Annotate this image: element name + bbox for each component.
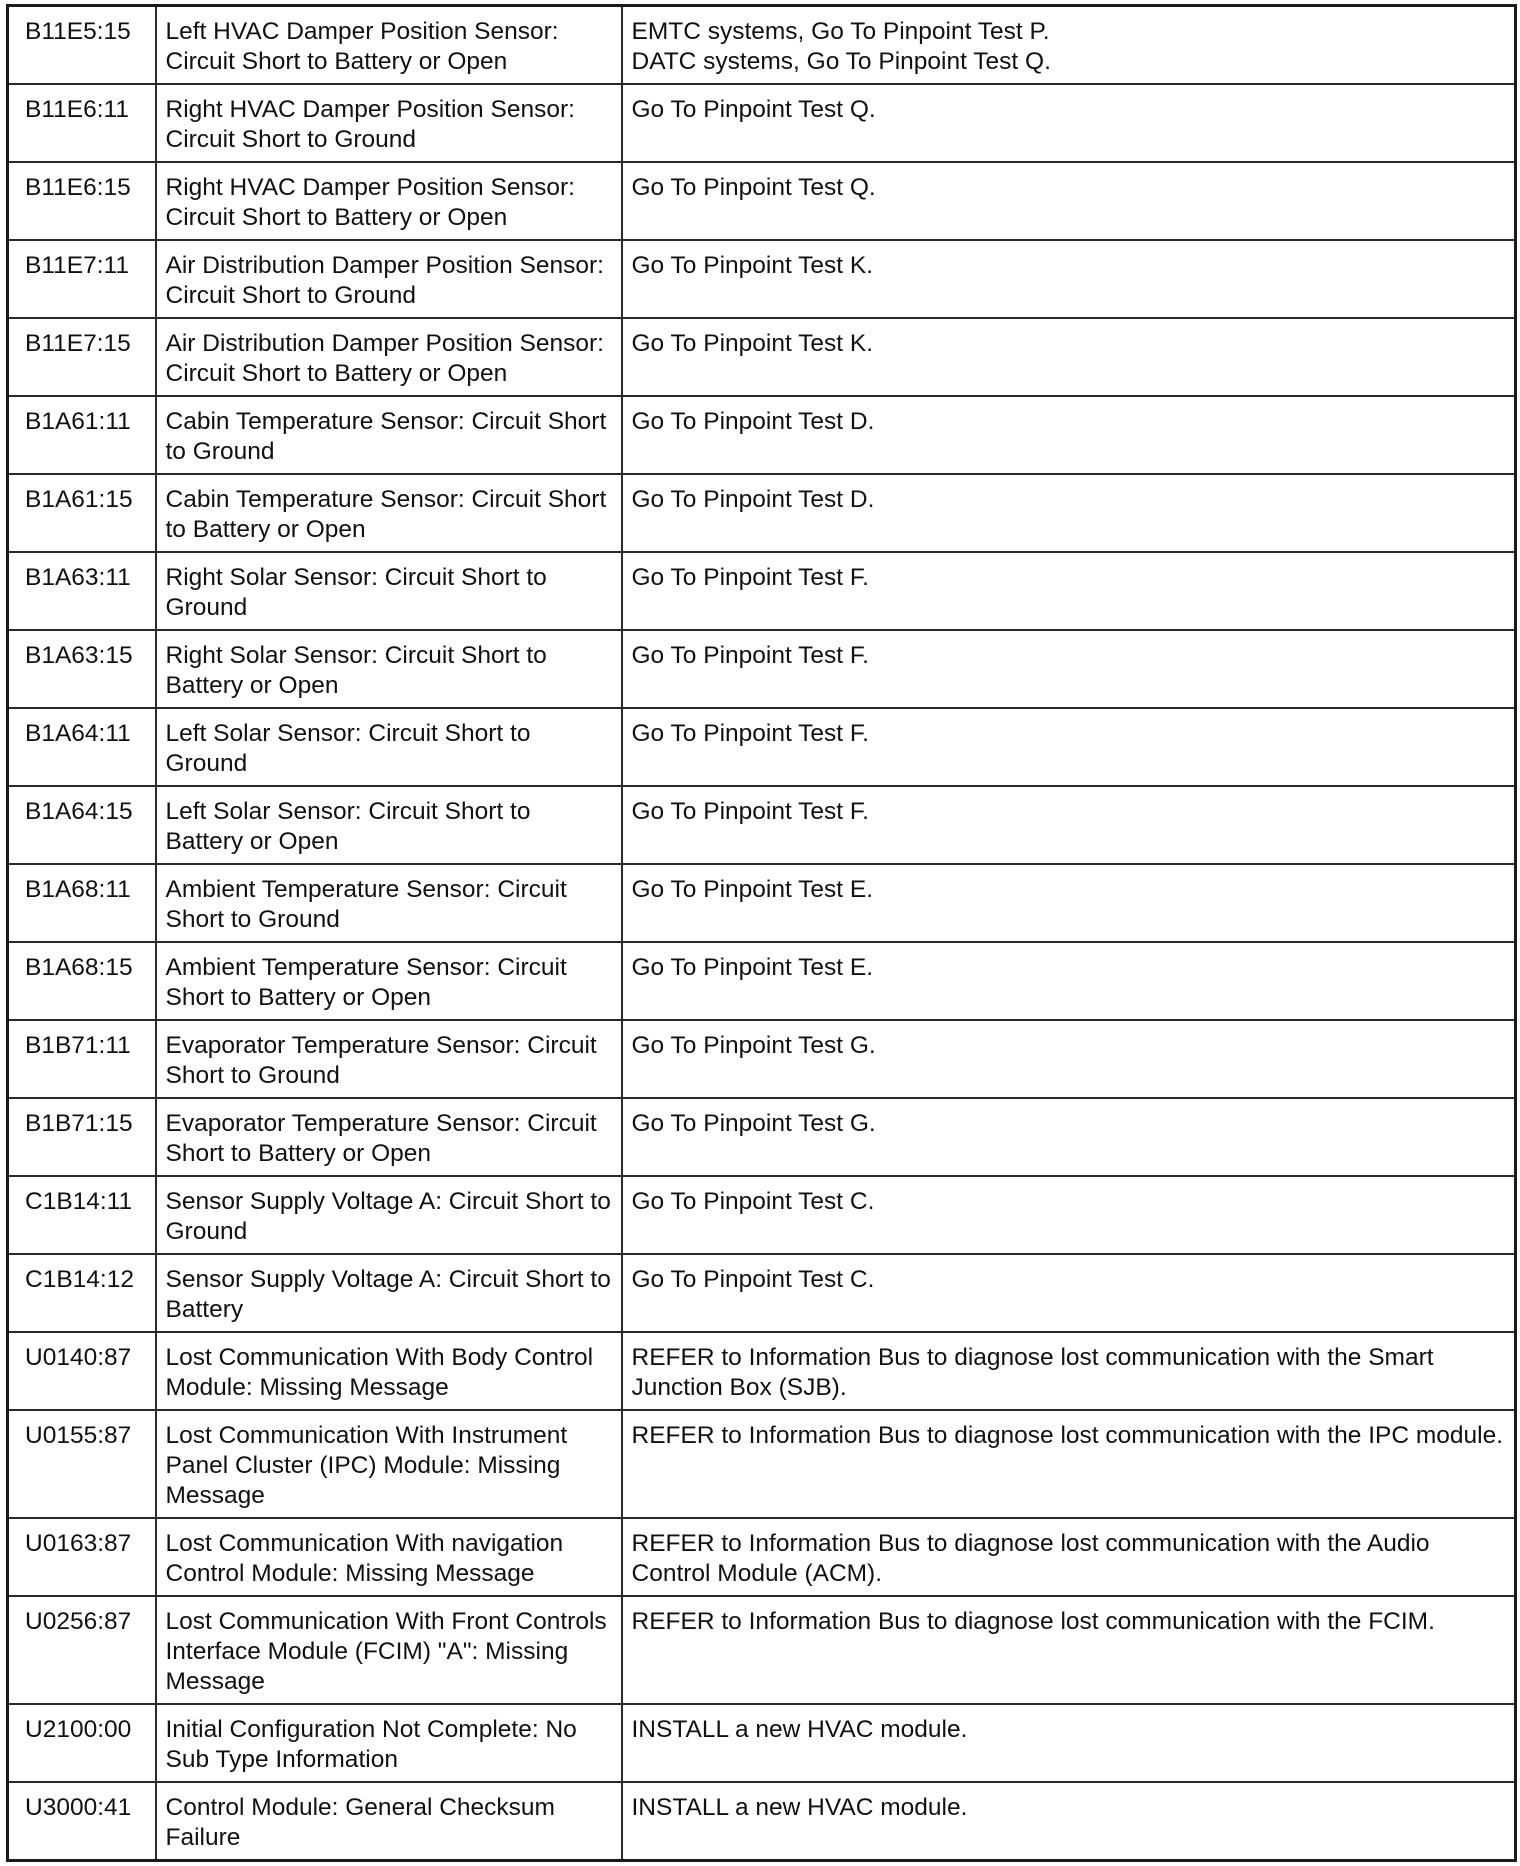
table-row (8, 630, 1516, 708)
table-row (8, 1020, 1516, 1098)
table-row (8, 1332, 1516, 1410)
dtc-action: Go To Pinpoint Test G. (622, 1020, 1516, 1098)
table-row (8, 864, 1516, 942)
dtc-action: Go To Pinpoint Test F. (622, 630, 1516, 708)
dtc-action: REFER to Information Bus to diagnose lost communication with the Audio Control Module (ACM). (622, 1518, 1516, 1596)
dtc-action (622, 6, 1516, 85)
dtc-action: Go To Pinpoint Test F. (622, 786, 1516, 864)
dtc-action-line: EMTC systems, Go To Pinpoint Test P. (631, 18, 1050, 45)
table-row (8, 1098, 1516, 1176)
dtc-code: U0140:87 (8, 1332, 156, 1410)
table-row (8, 942, 1516, 1020)
dtc-action-line: DATC systems, Go To Pinpoint Test Q. (631, 48, 1051, 75)
table-row (8, 1596, 1516, 1704)
dtc-action: Go To Pinpoint Test Q. (622, 162, 1516, 240)
table-row (8, 396, 1516, 474)
dtc-description: Right Solar Sensor: Circuit Short to Battery or Open (156, 630, 622, 708)
dtc-description: Evaporator Temperature Sensor: Circuit Short to Battery or Open (156, 1098, 622, 1176)
dtc-action: Go To Pinpoint Test G. (622, 1098, 1516, 1176)
table-row (8, 1518, 1516, 1596)
dtc-code: B1B71:15 (8, 1098, 156, 1176)
dtc-action: Go To Pinpoint Test K. (622, 318, 1516, 396)
dtc-code: B1A64:11 (8, 708, 156, 786)
dtc-action: Go To Pinpoint Test D. (622, 474, 1516, 552)
dtc-code: B11E6:11 (8, 84, 156, 162)
dtc-description: Right Solar Sensor: Circuit Short to Ground (156, 552, 622, 630)
dtc-description: Right HVAC Damper Position Sensor: Circuit Short to Battery or Open (156, 162, 622, 240)
dtc-action: Go To Pinpoint Test F. (622, 552, 1516, 630)
dtc-description: Left HVAC Damper Position Sensor: Circuit Short to Battery or Open (156, 6, 622, 85)
dtc-action: INSTALL a new HVAC module. (622, 1704, 1516, 1782)
table-row (8, 240, 1516, 318)
dtc-code: B1A68:15 (8, 942, 156, 1020)
dtc-code: C1B14:12 (8, 1254, 156, 1332)
dtc-action: REFER to Information Bus to diagnose lost communication with the Smart Junction Box (SJB). (622, 1332, 1516, 1410)
table-row (8, 708, 1516, 786)
dtc-description: Left Solar Sensor: Circuit Short to Ground (156, 708, 622, 786)
dtc-code: B1A61:11 (8, 396, 156, 474)
dtc-description: Air Distribution Damper Position Sensor: Circuit Short to Ground (156, 240, 622, 318)
dtc-code: U0163:87 (8, 1518, 156, 1596)
dtc-code: B11E7:15 (8, 318, 156, 396)
dtc-description: Ambient Temperature Sensor: Circuit Short to Battery or Open (156, 942, 622, 1020)
table-row (8, 552, 1516, 630)
dtc-code: U0155:87 (8, 1410, 156, 1518)
dtc-description: Lost Communication With navigation Control Module: Missing Message (156, 1518, 622, 1596)
dtc-code: U3000:41 (8, 1782, 156, 1861)
dtc-action: Go To Pinpoint Test F. (622, 708, 1516, 786)
table-row (8, 1782, 1516, 1861)
dtc-code: U2100:00 (8, 1704, 156, 1782)
dtc-description: Right HVAC Damper Position Sensor: Circuit Short to Ground (156, 84, 622, 162)
table-row (8, 1176, 1516, 1254)
table-row (8, 1254, 1516, 1332)
dtc-description: Initial Configuration Not Complete: No Sub Type Information (156, 1704, 622, 1782)
dtc-code: B1A63:15 (8, 630, 156, 708)
dtc-description: Sensor Supply Voltage A: Circuit Short to Battery (156, 1254, 622, 1332)
table-row (8, 6, 1516, 85)
dtc-action: INSTALL a new HVAC module. (622, 1782, 1516, 1861)
dtc-description: Evaporator Temperature Sensor: Circuit Short to Ground (156, 1020, 622, 1098)
table-row (8, 1704, 1516, 1782)
dtc-description: Lost Communication With Instrument Panel Cluster (IPC) Module: Missing Message (156, 1410, 622, 1518)
dtc-action: Go To Pinpoint Test K. (622, 240, 1516, 318)
table-row (8, 318, 1516, 396)
table-row (8, 1410, 1516, 1518)
dtc-description: Cabin Temperature Sensor: Circuit Short to Battery or Open (156, 474, 622, 552)
dtc-code: B1A63:11 (8, 552, 156, 630)
dtc-code: B1A64:15 (8, 786, 156, 864)
dtc-description: Ambient Temperature Sensor: Circuit Short to Ground (156, 864, 622, 942)
dtc-description: Left Solar Sensor: Circuit Short to Battery or Open (156, 786, 622, 864)
dtc-table-body (8, 6, 1516, 1861)
dtc-action: Go To Pinpoint Test Q. (622, 84, 1516, 162)
dtc-code: U0256:87 (8, 1596, 156, 1704)
dtc-action: REFER to Information Bus to diagnose lost communication with the IPC module. (622, 1410, 1516, 1518)
dtc-description: Lost Communication With Front Controls Interface Module (FCIM) "A": Missing Message (156, 1596, 622, 1704)
table-row (8, 84, 1516, 162)
table-row (8, 474, 1516, 552)
dtc-action: Go To Pinpoint Test C. (622, 1176, 1516, 1254)
dtc-action: REFER to Information Bus to diagnose lost communication with the FCIM. (622, 1596, 1516, 1704)
dtc-action: Go To Pinpoint Test E. (622, 942, 1516, 1020)
dtc-description: Lost Communication With Body Control Module: Missing Message (156, 1332, 622, 1410)
dtc-action: Go To Pinpoint Test E. (622, 864, 1516, 942)
table-row (8, 786, 1516, 864)
dtc-code: B11E6:15 (8, 162, 156, 240)
dtc-table (6, 4, 1517, 1862)
dtc-description: Air Distribution Damper Position Sensor: Circuit Short to Battery or Open (156, 318, 622, 396)
dtc-action: Go To Pinpoint Test C. (622, 1254, 1516, 1332)
dtc-code: B1A68:11 (8, 864, 156, 942)
dtc-code: B11E5:15 (8, 6, 156, 85)
dtc-description: Sensor Supply Voltage A: Circuit Short to Ground (156, 1176, 622, 1254)
dtc-code: C1B14:11 (8, 1176, 156, 1254)
dtc-action: Go To Pinpoint Test D. (622, 396, 1516, 474)
dtc-code: B1B71:11 (8, 1020, 156, 1098)
dtc-description: Control Module: General Checksum Failure (156, 1782, 622, 1861)
dtc-description: Cabin Temperature Sensor: Circuit Short to Ground (156, 396, 622, 474)
dtc-code: B11E7:11 (8, 240, 156, 318)
table-row (8, 162, 1516, 240)
dtc-code: B1A61:15 (8, 474, 156, 552)
